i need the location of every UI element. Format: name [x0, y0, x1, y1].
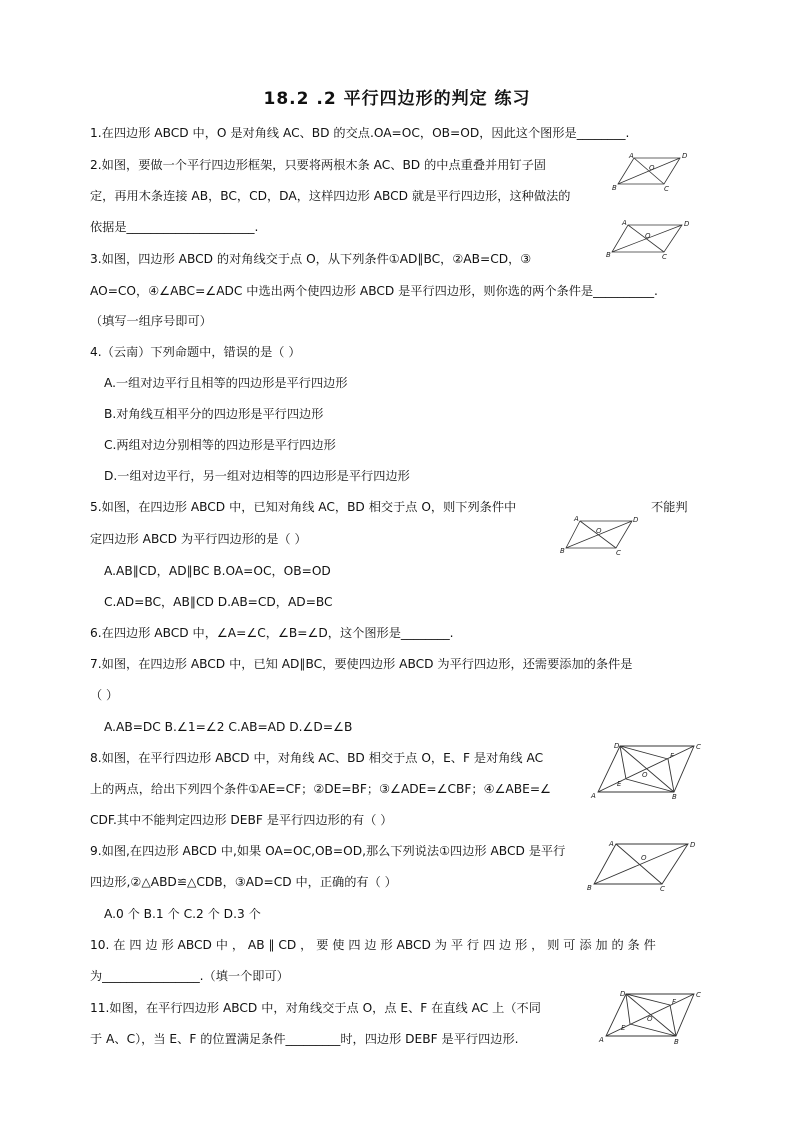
fig3-label: A — [622, 219, 627, 227]
question-4-option-d: D.一组对边平行，另一组对边相等的四边形是平行四边形 — [104, 469, 410, 483]
fig2-label: D — [682, 152, 688, 160]
question-5-options-ab: A.AB∥CD，AD∥BC B.OA=OC，OB=OD — [104, 564, 331, 578]
fig8-label: C — [696, 743, 701, 751]
question-5-line-2: 定四边形 ABCD 为平行四边形的是（ ） — [90, 532, 307, 546]
question-9-line-2: 四边形,②△ABD≌△CDB，③AD=CD 中，正确的有（ ） — [90, 875, 397, 889]
fig2-label: O — [649, 164, 655, 172]
fig8-label: B — [672, 793, 677, 800]
fig5-label: D — [633, 516, 639, 524]
fig3-label: D — [684, 220, 690, 228]
question-6: 6.在四边形 ABCD 中，∠A=∠C，∠B=∠D，这个图形是________. — [90, 626, 454, 640]
question-2-line-3: 依据是_____________________. — [90, 220, 259, 234]
question-4-option-a: A.一组对边平行且相等的四边形是平行四边形 — [104, 376, 348, 390]
fig3-label: O — [645, 232, 651, 240]
question-1: 1.在四边形 ABCD 中，O 是对角线 AC、BD 的交点.OA=OC，OB=OD，因此这个图形是________. — [90, 126, 630, 140]
question-5-options-cd: C.AD=BC，AB∥CD D.AB=CD，AD=BC — [104, 595, 333, 609]
fig9-label: B — [587, 884, 592, 892]
question-2-line-2: 定，再用木条连接 AB，BC，CD，DA，这样四边形 ABCD 就是平行四边形，这种做法的 — [90, 189, 571, 203]
fig8-label: F — [670, 752, 675, 760]
fig9-label: O — [641, 854, 647, 862]
question-2-line-1: 2.如图，要做一个平行四边形框架，只要将两根木条 AC、BD 的中点重叠并用钉子固 — [90, 158, 546, 172]
question-11-line-1: 11.如图，在平行四边形 ABCD 中，对角线交于点 O，点 E、F 在直线 AC 上（不同 — [90, 1001, 541, 1015]
fig11-label: D — [620, 990, 626, 998]
question-7-options: A.AB=DC B.∠1=∠2 C.AB=AD D.∠D=∠B — [104, 720, 353, 734]
fig8-label: D — [614, 742, 620, 750]
fig11-label: F — [672, 998, 677, 1006]
question-4-option-b: B.对角线互相平分的四边形是平行四边形 — [104, 407, 324, 421]
question-5-line-1: 5.如图，在四边形 ABCD 中，已知对角线 AC，BD 相交于点 O，则下列条件中 — [90, 500, 517, 514]
question-7-line-1: 7.如图，在四边形 ABCD 中，已知 AD∥BC，要使四边形 ABCD 为平行四边形，还需要添加的条件是 — [90, 657, 633, 671]
fig3-label: C — [662, 253, 667, 260]
fig11-label: O — [647, 1015, 653, 1023]
question-3-line-3: （填写一组序号即可） — [90, 314, 212, 328]
question-10-line-1: 10. 在 四 边 形 ABCD 中 ， AB ∥ CD ， 要 使 四 边 形 ABCD 为 平 行 四 边 形 ， 则 可 添 加 的 条 件 — [90, 938, 656, 952]
fig11-label: C — [696, 991, 701, 999]
question-7-line-2: （ ） — [90, 688, 119, 702]
fig5-label: A — [574, 515, 579, 523]
fig2-label: B — [612, 184, 617, 192]
question-5-line-1-end: 不能判 — [651, 500, 688, 514]
question-3-line-1: 3.如图，四边形 ABCD 的对角线交于点 O，从下列条件①AD∥BC，②AB=CD，③ — [90, 252, 532, 266]
fig11-label: E — [621, 1024, 626, 1032]
fig5-label: B — [560, 547, 565, 555]
question-11-line-2: 于 A、C），当 E、F 的位置满足条件_________时，四边形 DEBF 是平行四边形. — [90, 1032, 519, 1046]
page-title: 18.2 .2 平行四边形的判定 练习 — [263, 89, 531, 109]
fig2-label: A — [629, 152, 634, 160]
fig5-label: C — [616, 549, 621, 555]
question-9-line-1: 9.如图,在四边形 ABCD 中,如果 OA=OC,OB=OD,那么下列说法①四边形 ABCD 是平行 — [90, 844, 566, 858]
fig3-label: B — [606, 251, 611, 259]
figure-q5 — [560, 515, 642, 555]
figure-q2 — [612, 152, 692, 192]
question-8-line-3: CDF.其中不能判定四边形 DEBF 是平行四边形的有（ ） — [90, 813, 393, 827]
fig9-label: A — [609, 840, 614, 848]
fig9-label: D — [690, 841, 696, 849]
question-8-line-2: 上的两点，给出下列四个条件①AE=CF；②DE=BF；③∠ADE=∠CBF；④∠ABE=∠ — [90, 782, 551, 796]
question-10-line-2: 为________________.（填一个即可） — [90, 969, 289, 983]
fig9-label: C — [660, 885, 665, 892]
fig11-label: A — [599, 1036, 604, 1044]
figure-q11 — [598, 988, 702, 1046]
figure-q9 — [586, 838, 698, 892]
fig8-label: A — [591, 792, 596, 800]
figure-q3 — [604, 218, 694, 260]
fig2-label: C — [664, 185, 669, 192]
question-4-option-c: C.两组对边分别相等的四边形是平行四边形 — [104, 438, 336, 452]
fig5-label: O — [596, 527, 602, 535]
figure-q8 — [590, 740, 702, 800]
question-8-line-1: 8.如图，在平行四边形 ABCD 中，对角线 AC、BD 相交于点 O，E、F 是对角线 AC — [90, 751, 544, 765]
fig8-label: O — [642, 771, 648, 779]
fig11-label: B — [674, 1038, 679, 1046]
question-9-options: A.0 个 B.1 个 C.2 个 D.3 个 — [104, 907, 261, 921]
fig8-label: E — [617, 780, 622, 788]
question-4-stem: 4.（云南）下列命题中，错误的是（ ） — [90, 345, 301, 359]
question-3-line-2: AO=CO，④∠ABC=∠ADC 中选出两个使四边形 ABCD 是平行四边形，则你选的两个条件是__________. — [90, 284, 658, 298]
